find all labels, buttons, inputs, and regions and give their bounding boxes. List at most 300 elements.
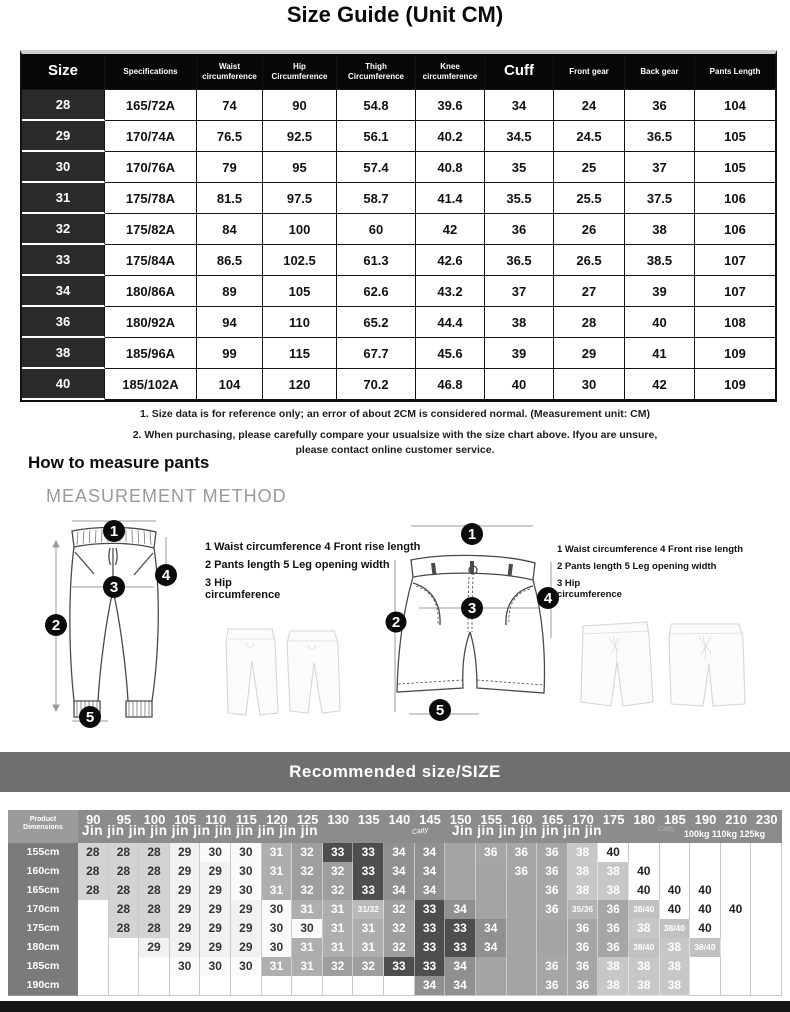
recommended-size-cell: 40 bbox=[721, 900, 752, 920]
recommended-size-cell: 28 bbox=[78, 862, 109, 882]
recommended-size-cell: 36 bbox=[537, 862, 568, 882]
recommended-size-cell: 36 bbox=[537, 881, 568, 901]
catty-unit-faint: Catty bbox=[658, 826, 675, 833]
recommended-size-cell: 30 bbox=[200, 843, 231, 863]
recommended-size-cell: 29 bbox=[200, 881, 231, 901]
measurement-cell: 100 bbox=[263, 214, 337, 245]
height-row-label: 185cm bbox=[8, 957, 78, 977]
recommended-size-cell: 31/32 bbox=[353, 900, 384, 920]
measurement-cell: 92.5 bbox=[263, 121, 337, 152]
recommended-size-cell bbox=[507, 919, 538, 939]
weight-column-header: 210 bbox=[725, 812, 747, 827]
recommended-size-cell: 36 bbox=[476, 843, 507, 863]
measurement-cell: 175/82A bbox=[105, 214, 197, 245]
recommended-size-cell bbox=[262, 976, 293, 996]
recommended-size-cell: 31 bbox=[323, 919, 354, 939]
note-line-2: 2. When purchasing, please carefully compare your usualsize with the size chart above. Ifyou are unsure, bbox=[132, 429, 658, 441]
recommended-size-banner: Recommended size/SIZE bbox=[0, 752, 790, 792]
measurement-cell: 107 bbox=[695, 276, 775, 307]
recommended-size-cell: 29 bbox=[170, 881, 201, 901]
recommended-size-cell: 33 bbox=[415, 957, 446, 977]
size-table-header-cell: Hip Circumference bbox=[263, 54, 337, 90]
measurement-cell: 89 bbox=[197, 276, 263, 307]
recommended-size-cell: 33 bbox=[353, 881, 384, 901]
measurement-cell: 42 bbox=[625, 369, 695, 400]
measurement-cell: 90 bbox=[263, 90, 337, 121]
recommended-size-cell: 36 bbox=[537, 976, 568, 996]
long-pants-diagram bbox=[42, 515, 182, 730]
measurement-cell: 104 bbox=[197, 369, 263, 400]
shorts-measure-point-3 bbox=[461, 597, 483, 619]
measurement-cell: 95 bbox=[263, 152, 337, 183]
weight-column-header: 135 bbox=[357, 812, 380, 827]
recommended-size-table bbox=[8, 810, 782, 995]
measurement-cell: 24.5 bbox=[554, 121, 625, 152]
recommended-size-cell: 31 bbox=[262, 957, 293, 977]
recommended-size-cell: 38 bbox=[660, 976, 691, 996]
shorts-measure-point-4 bbox=[537, 587, 559, 609]
measurement-cell: 45.6 bbox=[416, 338, 485, 369]
measure-legend-line: 2 Pants length 5 Leg opening width bbox=[205, 559, 390, 571]
measurement-cell: 26.5 bbox=[554, 245, 625, 276]
recommended-size-cell: 34 bbox=[384, 881, 415, 901]
recommended-size-cell: 28 bbox=[109, 881, 140, 901]
recommended-size-cell: 33 bbox=[384, 957, 415, 977]
measurement-cell: 29 bbox=[554, 338, 625, 369]
svg-text:2: 2 bbox=[51, 617, 61, 634]
measurement-cell: 185/102A bbox=[105, 369, 197, 400]
measure-legend-line: circumference bbox=[557, 589, 622, 600]
recommended-size-cell: 33 bbox=[415, 938, 446, 958]
recommended-size-cell: 34 bbox=[476, 938, 507, 958]
recommended-size-cell bbox=[292, 976, 323, 996]
size-value-cell: 34 bbox=[22, 276, 105, 307]
recommended-size-cell: 38 bbox=[629, 976, 660, 996]
recommended-size-cell bbox=[751, 843, 782, 863]
measurement-cell: 102.5 bbox=[263, 245, 337, 276]
svg-text:3: 3 bbox=[109, 579, 119, 596]
measurement-cell: 35.5 bbox=[485, 183, 554, 214]
recommended-size-cell bbox=[660, 843, 691, 863]
measurement-cell: 105 bbox=[695, 152, 775, 183]
measurement-cell: 180/92A bbox=[105, 307, 197, 338]
recommended-size-cell: 38/40 bbox=[629, 938, 660, 958]
recommended-size-cell: 28 bbox=[109, 900, 140, 920]
recommended-size-cell bbox=[476, 862, 507, 882]
measurement-cell: 106 bbox=[695, 183, 775, 214]
weight-column-header: 185 bbox=[664, 812, 686, 827]
measurement-cell: 56.1 bbox=[337, 121, 416, 152]
recommended-size-cell: 40 bbox=[629, 862, 660, 882]
recommended-size-cell: 34 bbox=[384, 843, 415, 863]
measurement-cell: 41.4 bbox=[416, 183, 485, 214]
size-table-row bbox=[22, 214, 775, 245]
weight-column-header: 145 bbox=[419, 812, 441, 827]
size-value-cell: 32 bbox=[22, 214, 105, 245]
recommended-size-cell: 35/36 bbox=[568, 900, 599, 920]
recommended-size-cell bbox=[721, 919, 752, 939]
recommended-size-cell bbox=[751, 881, 782, 901]
recommended-size-cell bbox=[751, 900, 782, 920]
measurement-cell: 99 bbox=[197, 338, 263, 369]
measurement-cell: 30 bbox=[554, 369, 625, 400]
size-table-header-cell: Cuff bbox=[485, 54, 554, 90]
size-value-cell: 33 bbox=[22, 245, 105, 276]
size-table-row bbox=[22, 245, 775, 276]
height-row-label: 155cm bbox=[8, 843, 78, 863]
measurement-cell: 46.8 bbox=[416, 369, 485, 400]
recommended-table-row bbox=[8, 881, 782, 900]
recommended-size-cell bbox=[507, 976, 538, 996]
recommended-size-cell bbox=[384, 976, 415, 996]
recommended-size-cell: 34 bbox=[415, 843, 446, 863]
recommended-size-cell bbox=[476, 900, 507, 920]
height-row-label: 190cm bbox=[8, 976, 78, 996]
recommended-size-cell bbox=[139, 976, 170, 996]
measurement-cell: 180/86A bbox=[105, 276, 197, 307]
svg-text:1: 1 bbox=[467, 526, 477, 543]
recommended-size-cell: 29 bbox=[231, 919, 262, 939]
measurement-cell: 165/72A bbox=[105, 90, 197, 121]
recommended-size-cell: 40 bbox=[660, 900, 691, 920]
measurement-cell: 81.5 bbox=[197, 183, 263, 214]
measure-legend-line: 1 Waist circumference 4 Front rise length bbox=[557, 544, 744, 555]
recommended-size-cell: 40 bbox=[660, 881, 691, 901]
size-table-header-cell: Knee circumference bbox=[416, 54, 485, 90]
recommended-size-cell bbox=[445, 862, 476, 882]
measurement-cell: 40 bbox=[625, 307, 695, 338]
measurement-cell: 94 bbox=[197, 307, 263, 338]
pants-measure-point-4 bbox=[155, 564, 177, 586]
size-table-header-cell: Front gear bbox=[554, 54, 625, 90]
measurement-cell: 108 bbox=[695, 307, 775, 338]
recommended-size-cell bbox=[139, 957, 170, 977]
weight-column-header: 130 bbox=[327, 812, 350, 827]
height-row-label: 170cm bbox=[8, 900, 78, 920]
measurement-cell: 37.5 bbox=[625, 183, 695, 214]
recommended-size-cell bbox=[721, 957, 752, 977]
size-value-cell: 31 bbox=[22, 183, 105, 214]
weight-column-header: 115 bbox=[235, 812, 257, 827]
recommended-size-cell: 32 bbox=[323, 862, 354, 882]
measurement-cell: 40.2 bbox=[416, 121, 485, 152]
recommended-size-cell: 29 bbox=[200, 919, 231, 939]
recommended-size-cell: 38 bbox=[660, 938, 691, 958]
measurement-cell: 24 bbox=[554, 90, 625, 121]
measurement-cell: 86.5 bbox=[197, 245, 263, 276]
shorts-measure-point-5 bbox=[429, 699, 451, 721]
recommended-size-cell bbox=[78, 957, 109, 977]
recommended-size-cell: 36 bbox=[598, 938, 629, 958]
recommended-size-cell bbox=[109, 957, 140, 977]
pants-measure-point-2 bbox=[45, 614, 67, 636]
recommended-size-cell: 36 bbox=[537, 843, 568, 863]
recommended-size-cell: 38 bbox=[629, 957, 660, 977]
recommended-size-cell bbox=[476, 957, 507, 977]
pants-measure-point-5 bbox=[79, 706, 101, 728]
recommended-size-cell bbox=[78, 976, 109, 996]
recommended-size-cell bbox=[445, 881, 476, 901]
size-value-cell: 38 bbox=[22, 338, 105, 369]
measurement-cell: 26 bbox=[554, 214, 625, 245]
jin-units-left: Jin jin jin jin jin jin jin jin jin jin jin bbox=[82, 823, 318, 838]
measurement-cell: 36.5 bbox=[625, 121, 695, 152]
measurement-cell: 34.5 bbox=[485, 121, 554, 152]
measurement-cell: 60 bbox=[337, 214, 416, 245]
recommended-size-cell: 29 bbox=[170, 919, 201, 939]
size-table-row bbox=[22, 369, 775, 400]
size-value-cell: 29 bbox=[22, 121, 105, 152]
recommended-size-cell: 29 bbox=[170, 900, 201, 920]
recommended-size-cell: 29 bbox=[139, 938, 170, 958]
measurement-cell: 38.5 bbox=[625, 245, 695, 276]
size-table-row bbox=[22, 90, 775, 121]
measurement-cell: 36 bbox=[485, 214, 554, 245]
kg-units: 100kg 110kg 125kg bbox=[684, 829, 766, 839]
measurement-cell: 39.6 bbox=[416, 90, 485, 121]
recommended-size-cell: 34 bbox=[445, 976, 476, 996]
catty-unit: Catty bbox=[411, 826, 429, 837]
recommended-size-cell: 30 bbox=[200, 957, 231, 977]
recommended-size-cell: 29 bbox=[200, 900, 231, 920]
height-row-label: 180cm bbox=[8, 938, 78, 958]
recommended-table-row bbox=[8, 938, 782, 957]
weight-column-header: 110 bbox=[205, 812, 227, 827]
jin-units-right: Jin jin jin jin jin jin jin bbox=[452, 823, 602, 838]
recommended-size-cell bbox=[721, 843, 752, 863]
size-table-header-cell: Pants Length bbox=[695, 54, 775, 90]
faint-pants-image bbox=[222, 625, 347, 723]
measurement-cell: 106 bbox=[695, 214, 775, 245]
size-table-header-cell: Thigh Circumference bbox=[337, 54, 416, 90]
pants-measure-point-1 bbox=[103, 520, 125, 542]
bottom-divider-bar bbox=[0, 1001, 790, 1012]
measure-legend-line: 3 Hip bbox=[205, 577, 232, 589]
recommended-size-cell: 32 bbox=[323, 957, 354, 977]
measurement-cell: 120 bbox=[263, 369, 337, 400]
measurement-cell: 34 bbox=[485, 90, 554, 121]
measurement-cell: 115 bbox=[263, 338, 337, 369]
recommended-size-cell: 31 bbox=[323, 900, 354, 920]
recommended-size-cell: 33 bbox=[415, 900, 446, 920]
recommended-size-cell bbox=[78, 938, 109, 958]
measurement-cell: 70.2 bbox=[337, 369, 416, 400]
weight-column-header: 90 bbox=[86, 812, 101, 827]
recommended-size-cell: 29 bbox=[170, 938, 201, 958]
recommended-size-cell: 34 bbox=[445, 957, 476, 977]
recommended-size-cell: 38/40 bbox=[690, 938, 721, 958]
recommended-size-cell: 31 bbox=[323, 938, 354, 958]
measurement-cell: 105 bbox=[695, 121, 775, 152]
recommended-size-cell bbox=[200, 976, 231, 996]
measurement-cell: 76.5 bbox=[197, 121, 263, 152]
weight-column-header: 120 bbox=[266, 812, 288, 827]
weight-column-header: 105 bbox=[174, 812, 196, 827]
measure-legend-line: 3 Hip bbox=[557, 578, 581, 589]
recommended-size-cell: 32 bbox=[292, 862, 323, 882]
size-table-row bbox=[22, 152, 775, 183]
recommended-size-cell: 33 bbox=[445, 938, 476, 958]
recommended-size-cell: 32 bbox=[384, 919, 415, 939]
recommended-size-cell: 32 bbox=[292, 881, 323, 901]
recommended-size-cell bbox=[751, 938, 782, 958]
recommended-size-cell bbox=[629, 843, 660, 863]
recommended-size-cell: 40 bbox=[598, 843, 629, 863]
measurement-cell: 41 bbox=[625, 338, 695, 369]
measurement-cell: 39 bbox=[485, 338, 554, 369]
note-line-1: 1. Size data is for reference only; an error of about 2CM is considered normal. (Measurement unit: CM) bbox=[140, 408, 650, 420]
measurement-cell: 27 bbox=[554, 276, 625, 307]
recommended-size-cell: 29 bbox=[200, 862, 231, 882]
measurement-method-label: MEASUREMENT METHOD bbox=[46, 486, 287, 506]
measurement-cell: 40 bbox=[485, 369, 554, 400]
measurement-cell: 185/96A bbox=[105, 338, 197, 369]
measurement-cell: 36.5 bbox=[485, 245, 554, 276]
measurement-cell: 38 bbox=[485, 307, 554, 338]
recommended-size-cell: 28 bbox=[109, 843, 140, 863]
recommended-size-cell: 32 bbox=[323, 881, 354, 901]
recommended-size-cell: 30 bbox=[231, 957, 262, 977]
weight-column-header: 170 bbox=[572, 812, 594, 827]
size-table-header-cell: Specifications bbox=[105, 54, 197, 90]
weight-column-header: 95 bbox=[116, 812, 132, 827]
how-to-measure-heading: How to measure pants bbox=[28, 453, 210, 472]
measurement-section bbox=[0, 515, 790, 753]
recommended-size-cell bbox=[690, 843, 721, 863]
recommended-size-cell: 36 bbox=[507, 843, 538, 863]
recommended-size-cell: 38 bbox=[629, 919, 660, 939]
recommended-size-cell: 31 bbox=[292, 957, 323, 977]
recommended-size-cell bbox=[751, 957, 782, 977]
measurement-cell: 42.6 bbox=[416, 245, 485, 276]
measurement-cell: 35 bbox=[485, 152, 554, 183]
recommended-size-cell bbox=[660, 862, 691, 882]
measurement-cell: 175/84A bbox=[105, 245, 197, 276]
size-value-cell: 36 bbox=[22, 307, 105, 338]
size-table bbox=[20, 50, 777, 402]
size-table-header-cell: Back gear bbox=[625, 54, 695, 90]
size-table-row bbox=[22, 276, 775, 307]
recommended-size-cell bbox=[721, 976, 752, 996]
recommended-size-cell: 32 bbox=[384, 938, 415, 958]
recommended-size-cell: 38 bbox=[660, 957, 691, 977]
weight-column-header: 175 bbox=[602, 812, 625, 827]
recommended-size-cell: 40 bbox=[690, 900, 721, 920]
recommended-size-cell bbox=[78, 900, 109, 920]
faint-shorts-image bbox=[575, 618, 750, 718]
measurement-cell: 43.2 bbox=[416, 276, 485, 307]
recommended-size-cell: 32 bbox=[353, 957, 384, 977]
recommended-size-cell: 29 bbox=[231, 900, 262, 920]
recommended-size-cell bbox=[537, 919, 568, 939]
recommended-size-cell: 38 bbox=[568, 881, 599, 901]
recommended-size-cell bbox=[445, 843, 476, 863]
recommended-size-cell: 36 bbox=[507, 862, 538, 882]
measurement-cell: 36 bbox=[625, 90, 695, 121]
measurement-cell: 58.7 bbox=[337, 183, 416, 214]
measurement-cell: 62.6 bbox=[337, 276, 416, 307]
recommended-size-cell bbox=[476, 976, 507, 996]
measurement-cell: 110 bbox=[263, 307, 337, 338]
measure-legend-line: 1 Waist circumference 4 Front rise length bbox=[205, 541, 421, 553]
recommended-size-cell: 29 bbox=[170, 862, 201, 882]
recommended-size-cell: 28 bbox=[109, 919, 140, 939]
recommended-size-cell bbox=[690, 862, 721, 882]
recommended-size-cell: 36 bbox=[598, 919, 629, 939]
recommended-size-cell: 34 bbox=[415, 862, 446, 882]
recommended-size-cell: 32 bbox=[384, 900, 415, 920]
recommended-size-cell: 28 bbox=[139, 919, 170, 939]
recommended-size-cell: 31 bbox=[292, 938, 323, 958]
svg-text:2: 2 bbox=[391, 614, 401, 631]
weight-column-header: 165 bbox=[541, 812, 564, 827]
recommended-table-body bbox=[8, 843, 782, 995]
recommended-size-cell: 32 bbox=[292, 843, 323, 863]
measurement-cell: 84 bbox=[197, 214, 263, 245]
recommended-size-cell: 36 bbox=[598, 900, 629, 920]
shorts-measure-point-1 bbox=[461, 523, 483, 545]
size-table-header-cell: Waist circumference bbox=[197, 54, 263, 90]
product-dimensions-cell: Product Dimensions bbox=[8, 810, 78, 843]
measurement-cell: 104 bbox=[695, 90, 775, 121]
measurement-cell: 65.2 bbox=[337, 307, 416, 338]
recommended-size-cell bbox=[690, 957, 721, 977]
recommended-size-cell: 33 bbox=[323, 843, 354, 863]
measurement-cell: 40.8 bbox=[416, 152, 485, 183]
weight-column-header: 125 bbox=[296, 812, 319, 827]
recommended-size-cell: 38 bbox=[598, 881, 629, 901]
recommended-size-cell: 38/40 bbox=[660, 919, 691, 939]
recommended-size-cell: 40 bbox=[690, 881, 721, 901]
recommended-size-cell: 31 bbox=[292, 900, 323, 920]
size-table-row bbox=[22, 121, 775, 152]
recommended-size-cell bbox=[323, 976, 354, 996]
recommended-size-cell: 30 bbox=[170, 957, 201, 977]
shorts-measure-point-2 bbox=[386, 612, 407, 633]
measurement-cell: 67.7 bbox=[337, 338, 416, 369]
recommended-size-cell: 34 bbox=[384, 862, 415, 882]
measurement-cell: 170/76A bbox=[105, 152, 197, 183]
height-row-label: 165cm bbox=[8, 881, 78, 901]
recommended-size-cell: 40 bbox=[690, 919, 721, 939]
recommended-size-cell: 31 bbox=[262, 881, 293, 901]
recommended-size-cell bbox=[721, 881, 752, 901]
recommended-size-cell bbox=[537, 938, 568, 958]
weight-column-header: 160 bbox=[510, 812, 533, 827]
recommended-size-cell: 30 bbox=[262, 919, 293, 939]
measurement-cell: 107 bbox=[695, 245, 775, 276]
recommended-size-cell: 34 bbox=[445, 900, 476, 920]
recommended-size-cell: 30 bbox=[231, 862, 262, 882]
recommended-table-row bbox=[8, 976, 782, 995]
measurement-cell: 37 bbox=[485, 276, 554, 307]
recommended-size-cell: 38 bbox=[568, 843, 599, 863]
measure-legend-line: 2 Pants length 5 Leg opening width bbox=[557, 561, 717, 572]
recommended-size-cell: 38 bbox=[598, 976, 629, 996]
recommended-size-cell bbox=[109, 938, 140, 958]
size-table-row bbox=[22, 338, 775, 369]
recommended-size-cell: 28 bbox=[78, 881, 109, 901]
weight-column-header: 155 bbox=[480, 812, 503, 827]
recommended-size-cell: 38 bbox=[598, 957, 629, 977]
recommended-size-cell: 36 bbox=[568, 976, 599, 996]
recommended-size-cell bbox=[690, 976, 721, 996]
recommended-size-cell bbox=[721, 862, 752, 882]
measurement-cell: 25 bbox=[554, 152, 625, 183]
pants-measure-point-3 bbox=[103, 576, 125, 598]
weight-column-header: 190 bbox=[694, 812, 717, 827]
recommended-size-cell: 34 bbox=[415, 881, 446, 901]
